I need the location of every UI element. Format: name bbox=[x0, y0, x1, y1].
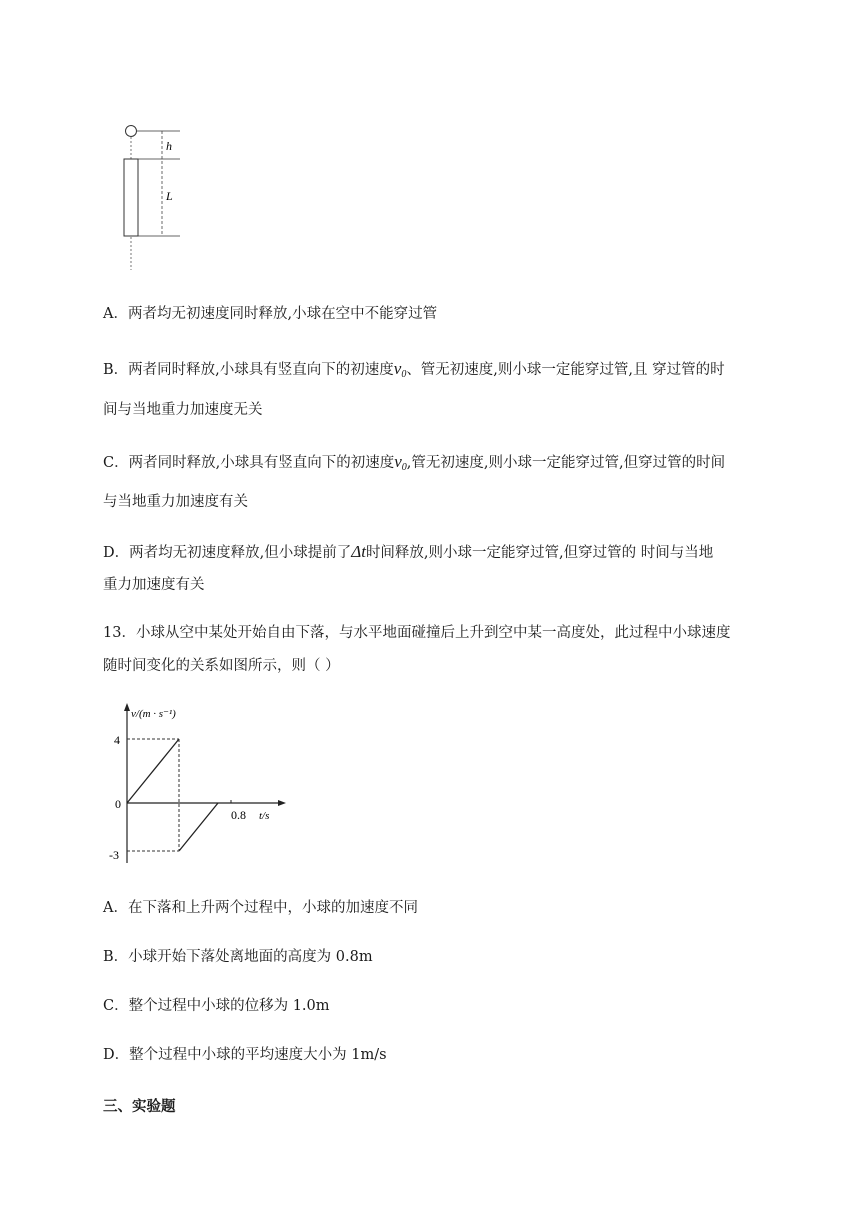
question-13-line-2: 随时间变化的关系如图所示，则（ ） bbox=[103, 658, 340, 674]
x-axis-label: t/s bbox=[259, 810, 270, 822]
question-13-line-1: 13．小球从空中某处开始自由下落，与水平地面碰撞后上升到空中某一高度处，此过程中小球速度 bbox=[103, 625, 731, 641]
y-tick-label-4: 4 bbox=[114, 733, 120, 747]
option-12-d bbox=[103, 542, 713, 563]
option-12-b-text-1: B．两者同时释放,小球具有竖直向下的初速度 bbox=[103, 362, 394, 378]
option-12-b bbox=[103, 359, 725, 385]
x-axis-arrow bbox=[278, 800, 286, 806]
y-tick-label-0: 0 bbox=[115, 797, 121, 811]
option-12-c bbox=[103, 452, 725, 478]
option-13-d: D．整个过程中小球的平均速度大小为 1m/s bbox=[103, 1047, 387, 1063]
ball-tube-figure bbox=[118, 120, 188, 272]
option-12-c-text-1: C．两者同时释放,小球具有竖直向下的初速度 bbox=[103, 455, 395, 471]
option-13-a: A．在下落和上升两个过程中，小球的加速度不同 bbox=[103, 900, 418, 916]
L-label: L bbox=[166, 189, 173, 203]
option-13-c: C．整个过程中小球的位移为 1.0m bbox=[103, 998, 330, 1014]
x-tick-label-0-8: 0.8 bbox=[231, 808, 246, 822]
option-12-d-text-2: 时间释放,则小球一定能穿过管,但穿过管的 时间与当地 bbox=[365, 545, 714, 561]
option-12-d-text-1: D．两者均无初速度释放,但小球提前了 bbox=[103, 545, 352, 561]
option-12-d-line-2: 重力加速度有关 bbox=[103, 577, 205, 593]
v0-symbol: $v_0$ bbox=[393, 359, 407, 380]
ball bbox=[126, 126, 137, 137]
velocity-time-chart bbox=[100, 700, 300, 870]
option-13-b: B．小球开始下落处离地面的高度为 0.8m bbox=[103, 949, 373, 965]
option-12-c-text-2: ,管无初速度,则小球一定能穿过管,但穿过管的时间 bbox=[406, 455, 726, 471]
h-label: h bbox=[166, 139, 172, 153]
option-12-b-line-2: 间与当地重力加速度无关 bbox=[103, 402, 263, 418]
v0-symbol: $v_0$ bbox=[394, 452, 407, 473]
tube bbox=[124, 159, 138, 236]
option-12-c-line-2: 与当地重力加速度有关 bbox=[103, 494, 248, 510]
option-12-a: A．两者均无初速度同时释放,小球在空中不能穿过管 bbox=[103, 306, 438, 322]
y-tick-label-neg3: -3 bbox=[109, 848, 119, 862]
y-axis-arrow bbox=[124, 703, 130, 711]
delta-t-symbol: Δt bbox=[351, 542, 366, 561]
series-line-2 bbox=[179, 803, 218, 851]
option-12-b-text-2: 、管无初速度,则小球一定能穿过管,且 穿过管的时 bbox=[406, 362, 725, 378]
series-line-1 bbox=[127, 739, 179, 803]
section-heading: 三、实验题 bbox=[103, 1098, 176, 1115]
y-axis-label: v/(m · s⁻¹) bbox=[131, 708, 176, 720]
